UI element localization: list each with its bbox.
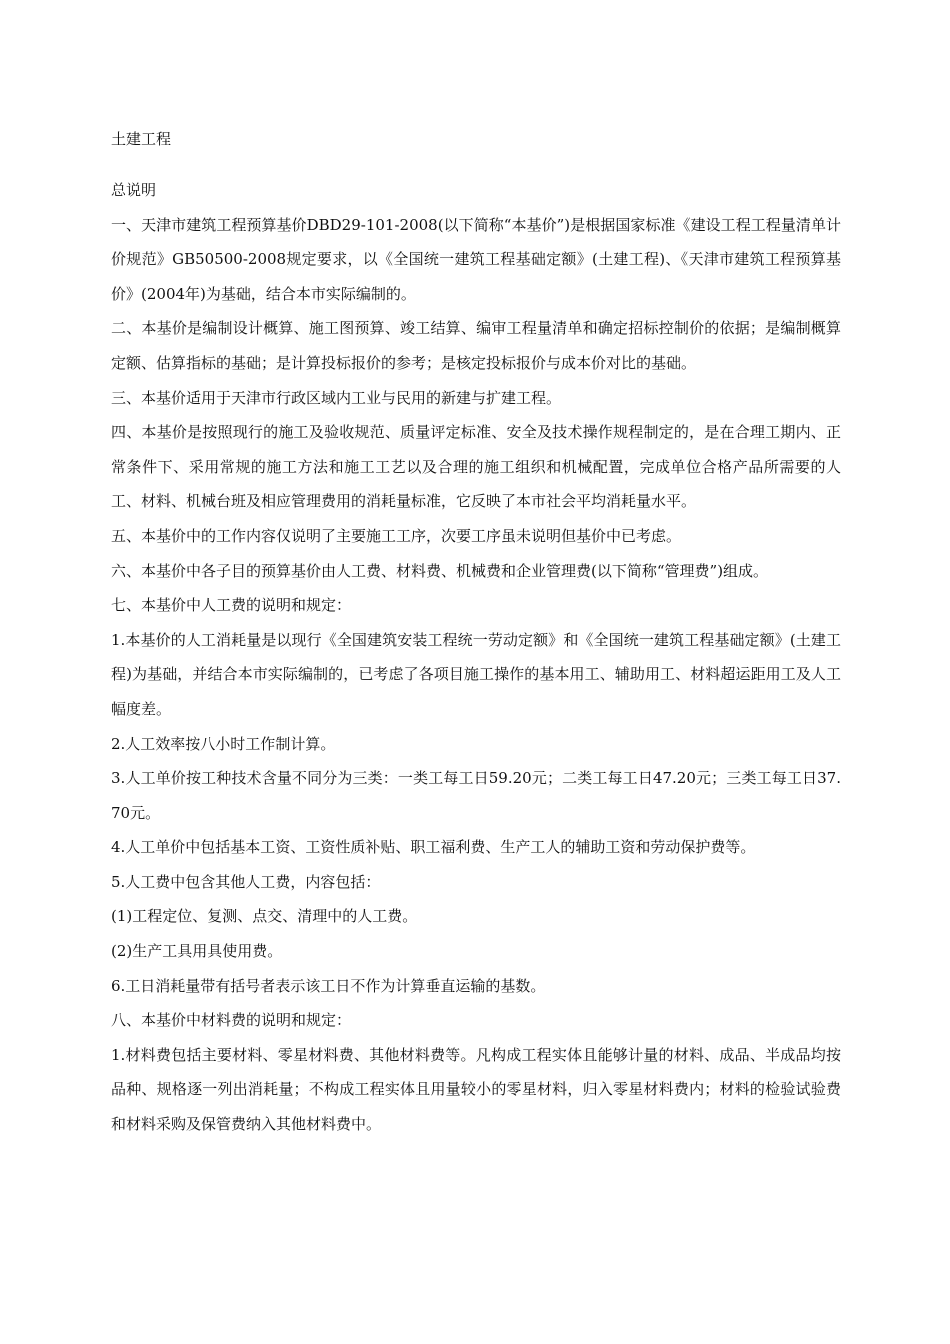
paragraph-5: 五、本基价中的工作内容仅说明了主要施工工序，次要工序虽未说明但基价中已考虑。 <box>111 526 682 545</box>
paragraph-4: 四、本基价是按照现行的施工及验收规范、质量评定标准、安全及技术操作规程制定的，是在合理工期内、正常条件下、采用常规的施工方法和施工工艺以及合理的施工组织和机械配置，完成单位合格产品所需要的人工、材料、机械台班及相应管理费用的消耗量标准，它反映了本市社会平均消耗量水平。 <box>111 423 841 511</box>
document-title: 土建工程 <box>111 130 172 148</box>
paragraph-6: 六、本基价中各子目的预算基价由人工费、材料费、机械费和企业管理费(以下简称“管理费”)组成。 <box>111 561 769 580</box>
paragraph-7-5: 5.人工费中包含其他人工费，内容包括： <box>111 872 381 891</box>
document-page <box>111 127 841 1142</box>
paragraph-8: 八、本基价中材料费的说明和规定： <box>111 1011 352 1030</box>
paragraph-7-1: 1.本基价的人工消耗量是以现行《全国建筑安装工程统一劳动定额》和《全国统一建筑工程基础定额》(土建工程)为基础，并结合本市实际编制的，已考虑了各项目施工操作的基本用工、辅助用工、材料超运距用工及人工幅度差。 <box>111 630 841 718</box>
paragraph-1: 一、天津市建筑工程预算基价DBD29-101-2008(以下简称“本基价”)是根据国家标准《建设工程工程量清单计价规范》GB50500-2008规定要求，以《全国统一建筑工程基础定额》(土建工程)、《天津市建筑工程预算基价》(2004年)为基础，结合本市实际编制的。 <box>111 215 841 303</box>
paragraph-7-3: 3.人工单价按工种技术含量不同分为三类：一类工每工日59.20元；二类工每工日47.20元；三类工每工日37.70元。 <box>111 769 841 822</box>
paragraph-7-5-2: (2)生产工具用具使用费。 <box>111 942 283 961</box>
paragraph-3: 三、本基价适用于天津市行政区域内工业与民用的新建与扩建工程。 <box>111 388 562 407</box>
section-heading-general: 总说明 <box>111 181 157 199</box>
paragraph-7-2: 2.人工效率按八小时工作制计算。 <box>111 734 336 753</box>
paragraph-7-6: 6.工日消耗量带有括号者表示该工日不作为计算垂直运输的基数。 <box>111 976 546 995</box>
paragraph-7-4: 4.人工单价中包括基本工资、工资性质补贴、职工福利费、生产工人的辅助工资和劳动保护费等。 <box>111 838 756 857</box>
paragraph-7: 七、本基价中人工费的说明和规定： <box>111 596 352 615</box>
paragraph-2: 二、本基价是编制设计概算、施工图预算、竣工结算、编审工程量清单和确定招标控制价的依据；是编制概算定额、估算指标的基础；是计算投标报价的参考；是核定投标报价与成本价对比的基础。 <box>111 319 841 372</box>
paragraph-8-1: 1.材料费包括主要材料、零星材料费、其他材料费等。凡构成工程实体且能够计量的材料、成品、半成品均按品种、规格逐一列出消耗量；不构成工程实体且用量较小的零星材料，归入零星材料费内；材料的检验试验费和材料采购及保管费纳入其他材料费中。 <box>111 1045 841 1134</box>
paragraph-7-5-1: (1)工程定位、复测、点交、清理中的人工费。 <box>111 907 418 926</box>
